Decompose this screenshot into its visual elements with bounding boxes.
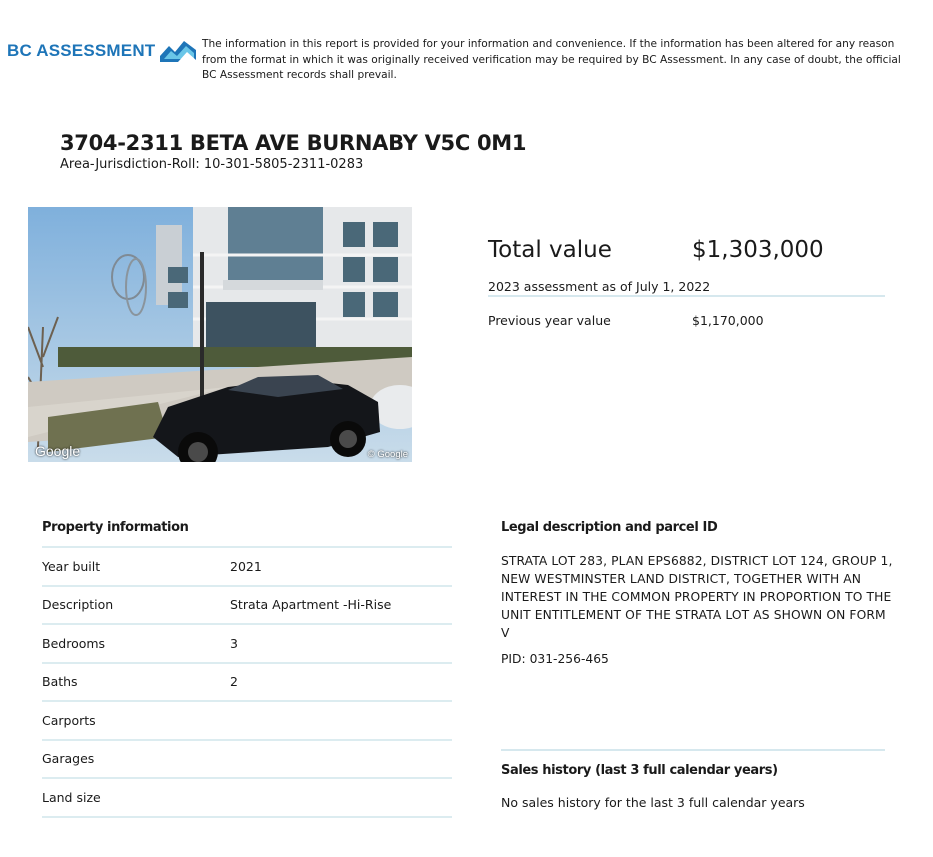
sales-history-text: No sales history for the last 3 full calendar years [501,795,805,810]
street-view-image [28,207,412,462]
legal-description-text: STRATA LOT 283, PLAN EPS6882, DISTRICT LOT 124, GROUP 1, NEW WESTMINSTER LAND DISTRICT, TOGETHER WITH AN INTEREST IN THE COMMON PROPERTY IN PROPORTION TO THE UNIT ENTITLEMENT OF THE STRATA LOT AS SHOWN ON FORM V [501,554,893,640]
row-label: Baths [42,674,78,690]
property-photo [28,207,412,462]
bc-assessment-logo [7,35,196,67]
total-value-label: Total value [488,237,612,263]
row-value: 2021 [230,558,262,574]
row-value: 2 [230,674,238,690]
google-copyright: © Google [367,449,408,460]
table-row [42,662,452,701]
parcel-id: PID: 031-256-465 [501,652,609,666]
row-label: Land size [42,789,101,805]
assessment-date: 2023 assessment as of July 1, 2022 [488,279,711,294]
divider [501,749,885,751]
previous-year-label: Previous year value [488,313,611,328]
table-row [42,623,452,662]
logo-text: BC ASSESSMENT [7,41,156,60]
table-row [42,585,452,624]
roll-number: Area-Jurisdiction-Roll: 10-301-5805-2311-0283 [60,157,364,172]
disclaimer-text: The information in this report is provided for your information and convenience. If the information has been altered for any reason from the format in which it was originally received verification may be required by BC Assessment. In any case of doubt, the official BC Assessment records shall prevail. [202,38,901,81]
row-label: Garages [42,751,95,767]
row-value: 3 [230,635,238,651]
table-row [42,546,452,585]
table-row [42,777,452,818]
row-value: Strata Apartment -Hi-Rise [230,597,392,613]
table-row [42,700,452,739]
divider [488,295,885,297]
mountain-logo-icon [160,38,196,64]
property-info-title: Property information [42,520,189,535]
property-info-table [42,546,452,818]
sales-history-title: Sales history (last 3 full calendar years) [501,763,778,778]
legal-description-title: Legal description and parcel ID [501,520,718,535]
row-label: Description [42,597,114,613]
previous-year-value: $1,170,000 [692,313,764,328]
row-label: Bedrooms [42,635,106,651]
google-watermark: Google [35,443,81,459]
row-label: Year built [42,558,101,574]
property-address: 3704-2311 BETA AVE BURNABY V5C 0M1 [60,131,527,155]
total-value-amount: $1,303,000 [692,237,824,263]
row-label: Carports [42,712,96,728]
table-row [42,739,452,778]
